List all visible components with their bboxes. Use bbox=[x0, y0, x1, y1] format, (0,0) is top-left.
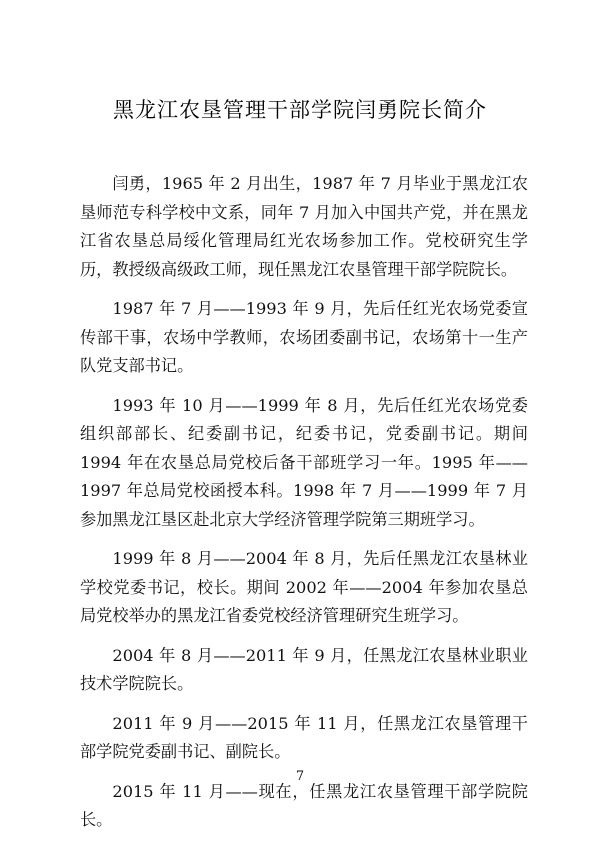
paragraph-2011-2015: 2011 年 9 月——2015 年 11 月，任黑龙江农垦管理干部学院党委副书记、副院长。 bbox=[80, 713, 528, 761]
paragraph-1999-2004: 1999 年 8 月——2004 年 8 月，先后任黑龙江农垦林业学校党委书记，校长。期间 2002 年——2004 年参加农垦总局党校举办的黑龙江省委党校经济管理研究生班学习。 bbox=[80, 549, 528, 625]
page-number: 7 bbox=[295, 769, 305, 784]
paragraph-2015-present: 2015 年 11 月——现在，任黑龙江农垦管理干部学院院长。 bbox=[80, 781, 528, 829]
paragraph-1987-1993: 1987 年 7 月——1993 年 9 月，先后任红光农场党委宣传部干事，农场中学教师，农场团委副书记，农场第十一生产队党支部书记。 bbox=[80, 299, 528, 375]
paragraph-1993-1999: 1993 年 10 月——1999 年 8 月，先后任红光农场党委组织部部长、纪委副书记，纪委书记，党委副书记。期间 1994 年在农垦总局党校后备干部班学习一年。1995 年——1997 年总局党校函授本科。1998 年 7 月——1999 年 7 月参加黑龙江垦区赴北京大学经济管理学院第三期班学习。 bbox=[80, 395, 528, 529]
document-title: 黑龙江农垦管理干部学院闫勇院长简介 bbox=[113, 98, 487, 122]
paragraph-intro: 闫勇，1965 年 2 月出生，1987 年 7 月毕业于黑龙江农垦师范专科学校中文系，同年 7 月加入中国共产党，并在黑龙江省农垦总局绥化管理局红光农场参加工作。党校研究生学历，教授级高级政工师，现任黑龙江农垦管理干部学院院长。 bbox=[80, 174, 528, 279]
paragraph-2004-2011: 2004 年 8 月——2011 年 9 月，任黑龙江农垦林业职业技术学院院长。 bbox=[80, 645, 528, 693]
document-body bbox=[80, 170, 528, 846]
